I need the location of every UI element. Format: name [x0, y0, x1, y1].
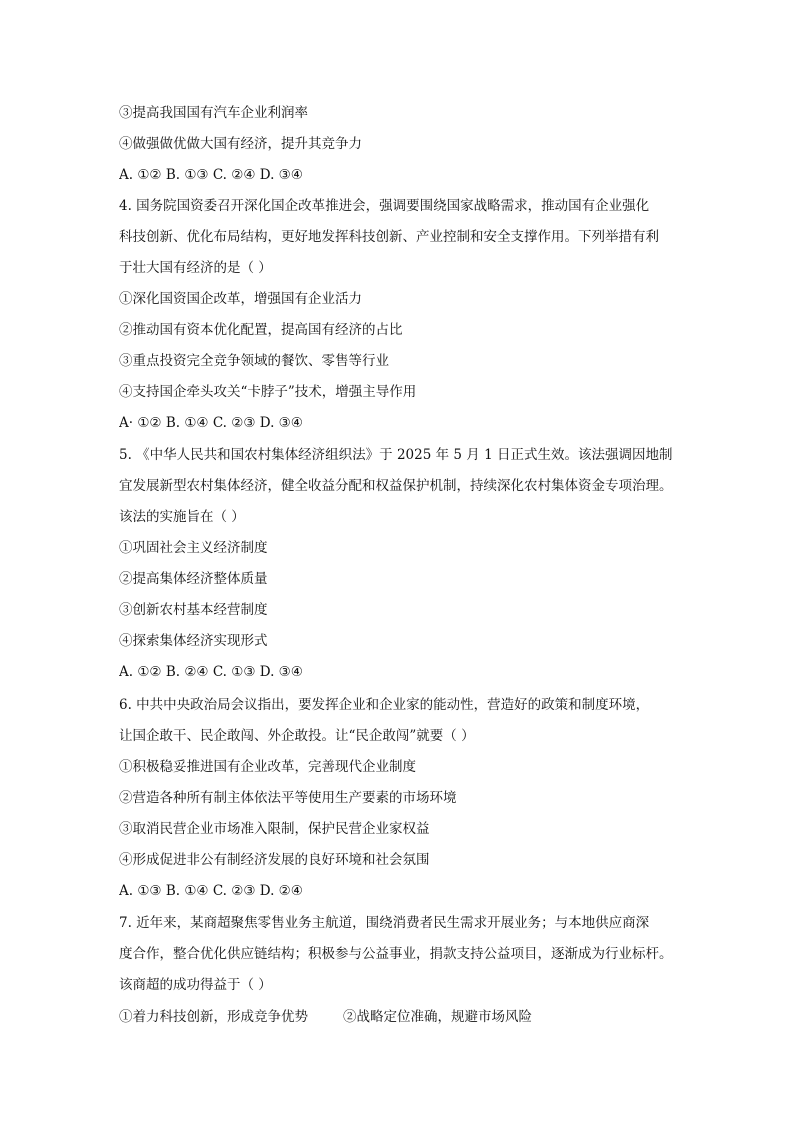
q5-option-4: ④探索集体经济实现形式 — [119, 633, 268, 649]
q5-option-3: ③创新农村基本经营制度 — [119, 602, 268, 618]
q4-option-1: ①深化国资国企改革，增强国有企业活力 — [119, 291, 362, 307]
q4-option-2: ②推动国有资本优化配置，提高国有经济的占比 — [119, 322, 403, 338]
q7-stem-line-3: 该商超的成功得益于（ ） — [119, 977, 272, 993]
q4-answer-choices: A· ①② B. ①④ C. ②③ D. ③④ — [119, 415, 303, 431]
q7-stem-line-1: 7. 近年来，某商超聚焦零售业务主航道，围绕消费者民生需求开展业务；与本地供应商深 — [119, 915, 650, 931]
q7-option-1: ①着力科技创新，形成竞争优势 — [119, 1009, 308, 1025]
q5-answer-choices: A. ①② B. ②④ C. ①③ D. ③④ — [119, 664, 303, 680]
q6-option-3: ③取消民营企业市场准入限制，保护民营企业家权益 — [119, 821, 430, 837]
q6-answer-choices: A. ①③ B. ①④ C. ②③ D. ②④ — [119, 883, 303, 899]
q6-option-4: ④形成促进非公有制经济发展的良好环境和社会氛围 — [119, 852, 430, 868]
q4-stem-line-2: 科技创新、优化布局结构，更好地发挥科技创新、产业控制和安全支撑作用。下列举措有利 — [119, 229, 659, 245]
q7-options-row — [119, 1008, 679, 1026]
q6-stem-line-1: 6. 中共中央政治局会议指出，要发挥企业和企业家的能动性，营造好的政策和制度环境， — [119, 697, 650, 713]
q4-option-4: ④支持国企牵头攻关“卡脖子”技术，增强主导作用 — [119, 384, 417, 400]
q3-option-4: ④做强做优做大国有经济，提升其竞争力 — [119, 136, 362, 152]
q4-option-3: ③重点投资完全竞争领域的餐饮、零售等行业 — [119, 353, 389, 369]
q5-option-2: ②提高集体经济整体质量 — [119, 571, 268, 587]
q5-stem-line-1: 5. 《中华人民共和国农村集体经济组织法》于 2025 年 5 月 1 日正式生效。该法强调因地制 — [119, 447, 673, 463]
q4-stem-line-3: 于壮大国有经济的是（ ） — [119, 260, 272, 276]
q6-stem-line-2: 让国企敢干、民企敢闯、外企敢投。让“民企敢闯”就要（ ） — [119, 728, 475, 744]
q3-answer-choices: A. ①② B. ①③ C. ②④ D. ③④ — [119, 167, 303, 183]
q5-option-1: ①巩固社会主义经济制度 — [119, 540, 268, 556]
q7-option-2: ②战略定位准确，规避市场风险 — [343, 1009, 532, 1025]
q5-stem-line-2: 宜发展新型农村集体经济，健全收益分配和权益保护机制，持续深化农村集体资金专项治理。 — [119, 478, 673, 494]
q7-stem-line-2: 度合作，整合优化供应链结构；积极参与公益事业，捐款支持公益项目，逐渐成为行业标杆。 — [119, 946, 673, 962]
q3-option-3: ③提高我国国有汽车企业利润率 — [119, 105, 308, 121]
q6-option-1: ①积极稳妥推进国有企业改革，完善现代企业制度 — [119, 759, 416, 775]
q6-option-2: ②营造各种所有制主体依法平等使用生产要素的市场环境 — [119, 790, 457, 806]
q5-stem-line-3: 该法的实施旨在（ ） — [119, 509, 245, 525]
q4-stem-line-1: 4. 国务院国资委召开深化国企改革推进会，强调要围绕国家战略需求，推动国有企业强化 — [119, 198, 650, 214]
